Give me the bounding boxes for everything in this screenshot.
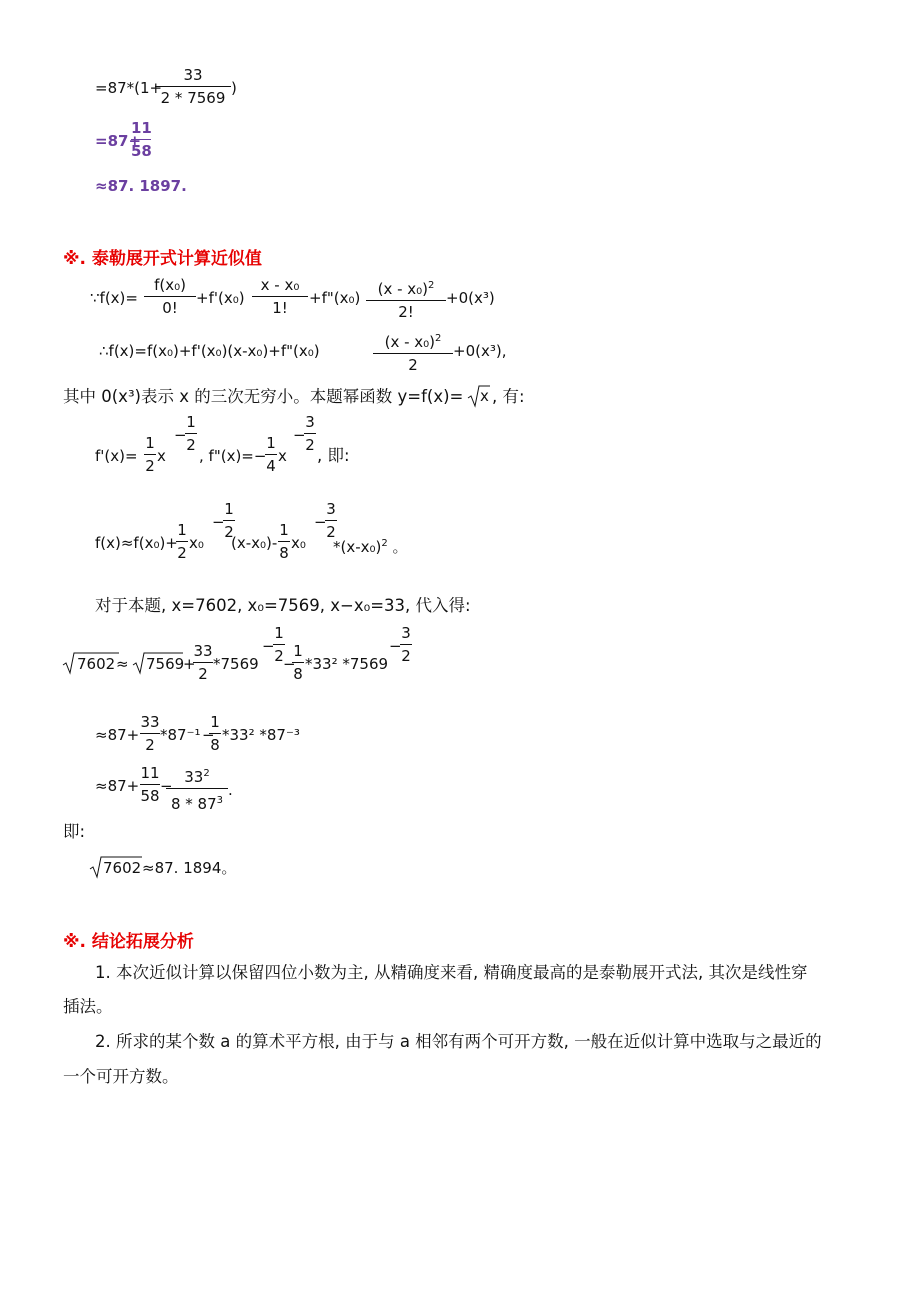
eq1-term1: x - x₀ 1!	[252, 277, 308, 317]
calc-line2-fraction: 11 58	[131, 119, 152, 160]
big-exp2-sign: −	[389, 637, 402, 655]
big-v1: *7569	[213, 655, 259, 673]
approx-mid: (x-x₀)-	[231, 534, 278, 552]
conclusion-heading: ※. 结论拓展分析	[63, 932, 194, 952]
conclusion-p2-line2: 一个可开方数。	[63, 1067, 179, 1086]
approx-x1: x₀	[189, 534, 204, 552]
deriv-exp2: 3 2	[305, 413, 315, 454]
intro-post: , 有:	[492, 387, 525, 406]
calc-line1-prefix: =87*(1+	[95, 79, 163, 97]
substitution-text: 对于本题, x=7602, x₀=7569, x−x₀=33, 代入得:	[95, 596, 471, 615]
deriv-p1: f'(x)=	[95, 447, 138, 465]
eq2-fraction: (x - x₀)$^2$ 2	[373, 330, 453, 374]
approx-exp1: 1 2	[224, 500, 234, 541]
conclusion-p1-line2: 插法。	[63, 997, 113, 1016]
eq1-mid2: +f"(x₀)	[309, 289, 361, 307]
step2-coef2: $33^2$ $8 * 87^3$	[166, 765, 228, 813]
deriv-x1: x	[157, 447, 166, 465]
big-coef2: 1 8	[293, 642, 303, 683]
step2-lead: ≈87+	[95, 777, 140, 795]
big-minus: −	[283, 655, 296, 673]
big-sqrt-7569: 7569	[133, 652, 183, 674]
step1-v1: *87⁻¹	[160, 726, 201, 744]
conclusion-p1-line1: 1. 本次近似计算以保留四位小数为主, 从精确度来看, 精确度最高的是泰勒展开式法, 其次是线性穿	[95, 963, 808, 982]
approx-exp2-sign: −	[314, 513, 327, 531]
eq2-lead: ∴f(x)=f(x₀)+f'(x₀)(x-x₀)+f"(x₀)	[99, 342, 320, 360]
ji-label: 即:	[63, 822, 86, 841]
conclusion-p2-line1: 2. 所求的某个数 a 的算术平方根, 由于与 a 相邻有两个可开方数, 一般在近似计算中选取与之最近的	[95, 1032, 822, 1051]
eq2-tail: +0(x³),	[453, 342, 507, 360]
taylor-heading: ※. 泰勒展开式计算近似值	[63, 249, 262, 269]
step2-coef1: 11 58	[140, 764, 160, 805]
big-plus: +	[183, 655, 196, 673]
calc-line2-prefix: =87+	[95, 132, 142, 150]
deriv-exp1-sign: −	[174, 426, 187, 444]
big-coef1: 33 2	[193, 642, 213, 683]
calc-line3-result: ≈87. 1897.	[95, 177, 187, 195]
big-approx-sign: ≈	[116, 655, 129, 673]
approx-exp1-sign: −	[212, 513, 225, 531]
eq1-mid1: +f'(x₀)	[196, 289, 245, 307]
eq1-lead: ∵f(x)=	[90, 289, 138, 307]
step1-coef1: 33 2	[140, 713, 160, 754]
big-exp2: 3 2	[401, 624, 411, 665]
approx-tail: $*(x-x_0)^2$ 。	[333, 538, 408, 556]
approx-coef2: 1 8	[279, 521, 289, 562]
approx-lead: f(x)≈f(x₀)+	[95, 534, 178, 552]
big-v2: *33² *7569	[305, 655, 389, 673]
eq1-tail: +0(x³)	[446, 289, 495, 307]
calc-line1-fraction: 33 2 * 7569	[155, 67, 231, 107]
step1-v2: *33² *87⁻³	[222, 726, 300, 744]
step2-end: .	[228, 781, 233, 799]
deriv-x2: x	[278, 447, 287, 465]
eq1-term0: f(x₀) 0!	[144, 277, 196, 317]
big-exp1: 1 2	[274, 624, 284, 665]
approx-exp2: 3 2	[326, 500, 336, 541]
eq1-term2: (x - x₀)$^2$ 2!	[366, 277, 446, 321]
big-exp1-sign: −	[262, 637, 275, 655]
step1-lead: ≈87+	[95, 726, 140, 744]
deriv-coef1: 1 2	[145, 434, 155, 475]
approx-x2: x₀	[291, 534, 306, 552]
step1-coef2: 1 8	[210, 713, 220, 754]
step2-minus: −	[160, 777, 173, 795]
calc-line1-suffix: )	[231, 79, 237, 97]
deriv-coef2: 1 4	[266, 434, 276, 475]
deriv-p2: , f"(x)=−	[199, 447, 267, 465]
deriv-exp2-sign: −	[293, 426, 306, 444]
result-sqrt: 7602	[90, 856, 142, 878]
deriv-tail: , 即:	[317, 446, 350, 465]
big-sqrt-7602: 7602	[63, 652, 119, 674]
result-tail: ≈87. 1894。	[142, 859, 237, 877]
approx-coef1: 1 2	[177, 521, 187, 562]
deriv-exp1: 1 2	[186, 413, 196, 454]
intro-sqrt: x	[468, 385, 488, 407]
step1-minus: −	[202, 726, 215, 744]
intro-text: 其中 0(x³)表示 x 的三次无穷小。本题幂函数 y=f(x)=	[63, 387, 464, 406]
